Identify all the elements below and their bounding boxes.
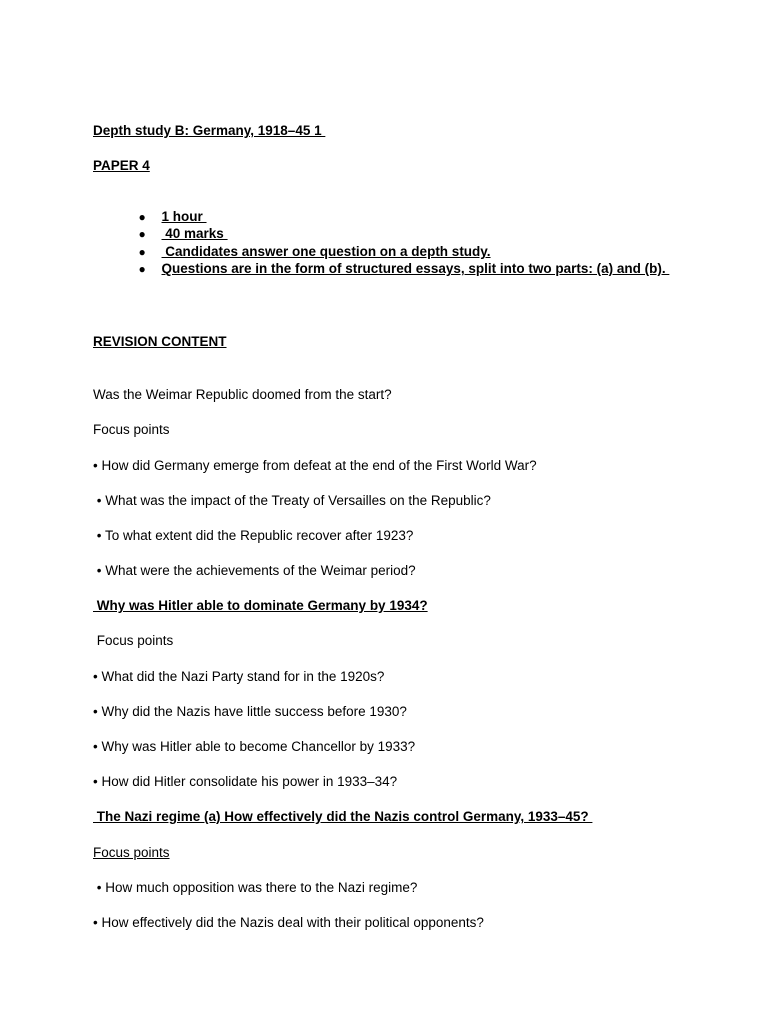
exam-info-item: ● Candidates answer one question on a depth study.: [138, 244, 491, 259]
focus-point: • What was the impact of the Treaty of Versailles on the Republic?: [93, 493, 491, 508]
section-question: The Nazi regime (a) How effectively did the Nazis control Germany, 1933–45?: [93, 809, 593, 824]
section-question: Why was Hitler able to dominate Germany by 1934?: [93, 598, 428, 613]
focus-point: • What were the achievements of the Weimar period?: [93, 563, 416, 578]
focus-point: • How effectively did the Nazis deal with their political opponents?: [93, 915, 484, 930]
focus-point: • How much opposition was there to the Nazi regime?: [93, 880, 418, 895]
bullet-icon: ●: [138, 262, 146, 276]
document-title: Depth study B: Germany, 1918–45 1: [93, 123, 326, 138]
section-question: Was the Weimar Republic doomed from the start?: [93, 387, 392, 402]
exam-info-item: ● 1 hour: [138, 209, 207, 224]
bullet-icon: ●: [138, 210, 146, 224]
focus-point: • What did the Nazi Party stand for in the 1920s?: [93, 669, 385, 684]
focus-points-label: Focus points: [93, 845, 170, 860]
revision-heading: REVISION CONTENT: [93, 334, 227, 349]
focus-point: • How did Germany emerge from defeat at the end of the First World War?: [93, 458, 537, 473]
focus-points-label: Focus points: [93, 422, 170, 437]
bullet-icon: ●: [138, 245, 146, 259]
exam-info-item: ● 40 marks: [138, 226, 228, 241]
exam-info-item: ● Questions are in the form of structured essays, split into two parts: (a) and (b).: [138, 261, 670, 276]
focus-points-label: Focus points: [93, 633, 174, 648]
bullet-icon: ●: [138, 227, 146, 241]
focus-point: • Why did the Nazis have little success before 1930?: [93, 704, 407, 719]
focus-point: • To what extent did the Republic recover after 1923?: [93, 528, 414, 543]
focus-point: • Why was Hitler able to become Chancellor by 1933?: [93, 739, 416, 754]
paper-label: PAPER 4: [93, 158, 150, 173]
focus-point: • How did Hitler consolidate his power in 1933–34?: [93, 774, 398, 789]
